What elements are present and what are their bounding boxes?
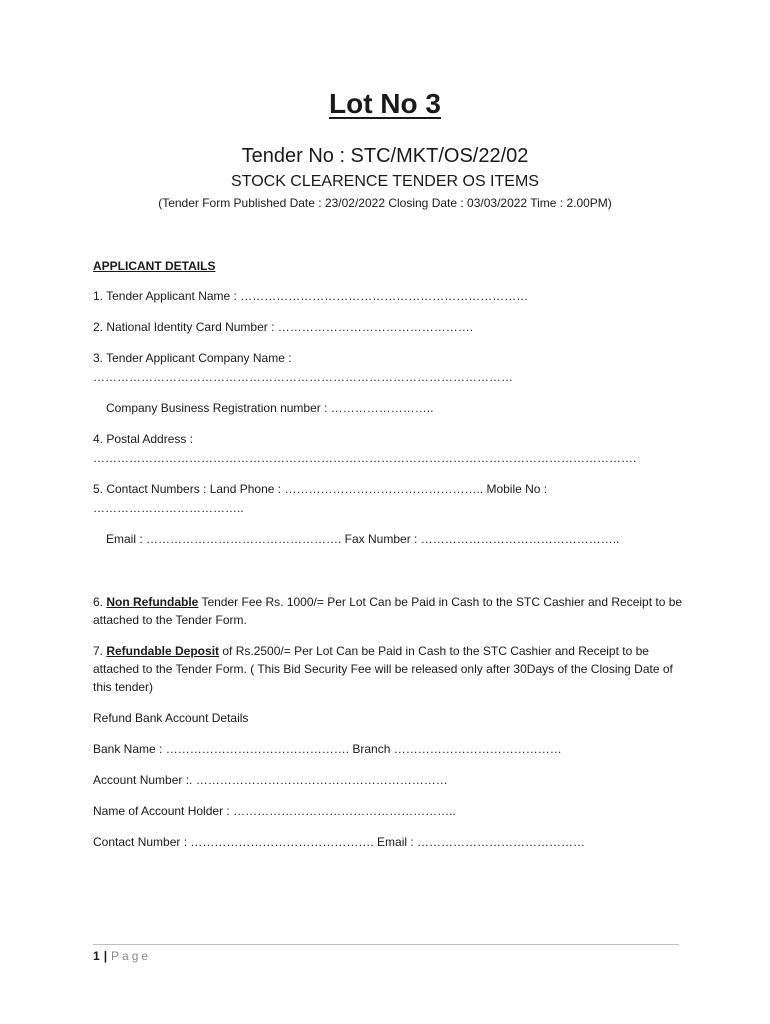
bank-branch-field: Bank Name : ………………………………………. Branch …………………………………… [93,742,562,756]
postal-address-line: ………………………………………………………………………………………………………………………. [93,451,637,465]
footer-separator: | [103,949,108,963]
contact-numbers-field: 5. Contact Numbers : Land Phone : ………………………………………….. Mobile No : [93,482,548,496]
applicant-details-heading: APPLICANT DETAILS [93,259,216,273]
company-registration-field: Company Business Registration number : …………………….. [106,401,434,415]
postal-address-label: 4. Postal Address : [93,432,194,446]
email-fax-field: Email : …………………………………………. Fax Number : ………………………………………….. [106,532,620,546]
item6-text: Tender Fee Rs. 1000/= Per Lot Can be Paid in Cash to the STC Cashier and Receipt to be attached to the Tender Form. [93,595,683,627]
refund-contact-email-field: Contact Number : ………………………………………. Email : …………………………………… [93,835,586,849]
account-number-field: Account Number :. ……………………………………………………… [93,773,448,787]
page-number: 1 [93,949,100,963]
lot-title: Lot No 3 [329,88,441,119]
company-name-line: …………………………………………………………………………………………… [93,370,513,384]
account-holder-field: Name of Account Holder : ……………………………………………….. [93,804,456,818]
contact-numbers-line: ……………………………….. [93,501,244,515]
tender-number: Tender No : STC/MKT/OS/22/02 [241,145,529,167]
page-word: Page [111,949,152,963]
refundable-deposit-label: Refundable Deposit [106,644,220,658]
footer-divider [93,944,679,945]
item7-number: 7. [93,644,107,658]
item6-number: 6. [93,595,107,609]
tender-subtitle: STOCK CLEARENCE TENDER OS ITEMS [231,173,539,190]
non-refundable-label: Non Refundable [106,595,199,609]
nic-number-field: 2. National Identity Card Number : …………………………………………. [93,320,474,334]
item7-text: of Rs.2500/= Per Lot Can be Paid in Cash to the STC Cashier and Receipt to be attached to the Tender Form. ( This Bid Security Fee will be released only after 30Days of the Closing Date of this tender) [93,644,673,694]
refund-bank-heading: Refund Bank Account Details [93,711,249,725]
page-footer [93,949,151,963]
refundable-deposit-paragraph [93,642,683,696]
applicant-name-field: 1. Tender Applicant Name : ……………………………………………………………… [93,289,529,303]
tender-dates: (Tender Form Published Date : 23/02/2022 Closing Date : 03/03/2022 Time : 2.00PM) [158,196,612,210]
non-refundable-fee-paragraph [93,593,683,629]
company-name-label: 3. Tender Applicant Company Name : [93,351,292,365]
